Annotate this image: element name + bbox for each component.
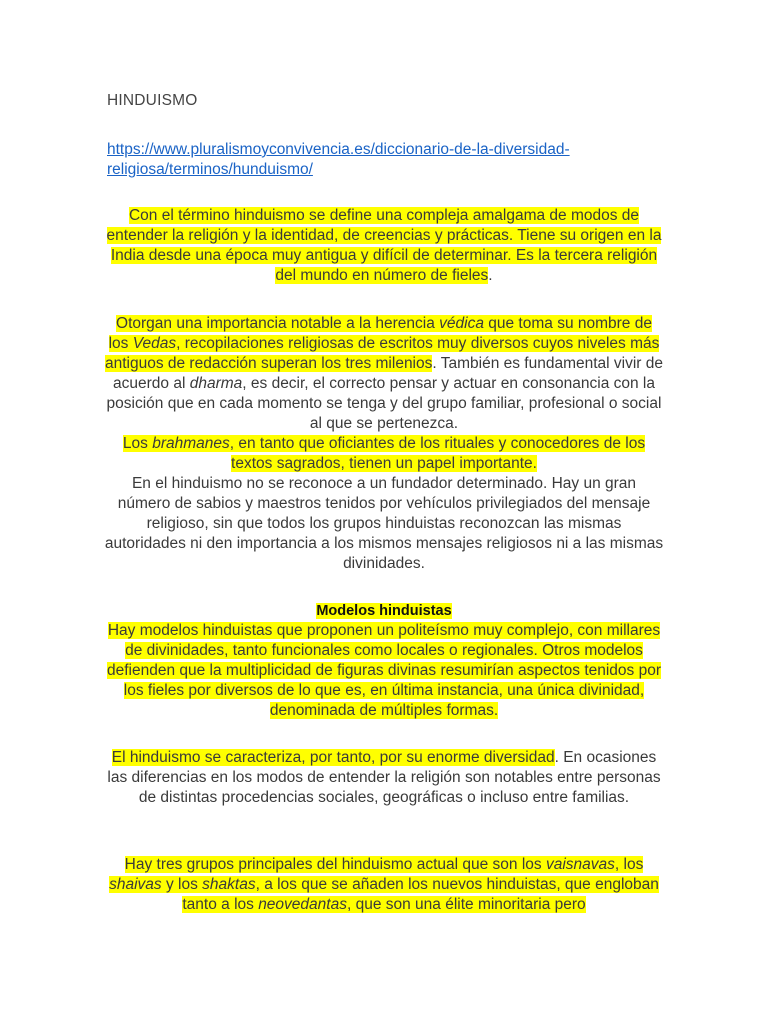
highlighted-text: Con el término hinduismo se define una compleja amalgama de modos de entender la religión y la identidad, de creencias y prácticas. Tiene su origen en la India desde una época muy antigua y difícil de determinar. Es la tercera religión del mundo en número de fieles (106, 207, 662, 284)
paragraph-diversidad (104, 748, 664, 808)
section-modelos (104, 601, 664, 721)
paragraph-vedas (104, 314, 664, 574)
paragraph-text: . (488, 267, 493, 284)
paragraph-text: En el hinduismo no se reconoce a un fundador determinado. Hay un gran número de sabios y maestros tenidos por vehículos privilegiados del mensaje religioso, sin que todos los grupos hinduistas reconozcan las mismas autoridades ni den importancia a los mismos mensajes religiosos ni a las mismas divinidades. (104, 475, 664, 572)
highlighted-text: Los brahmanes, en tanto que oficiantes de los rituales y conocedores de los textos sagrados, tienen un papel importante. (122, 435, 646, 472)
highlighted-text: Hay modelos hinduistas que proponen un politeísmo muy complejo, con millares de divinidades, tanto funcionales como locales o regionales. Otros modelos defienden que la multiplicidad de figuras divinas resumirían aspectos tenidos por los fieles por diversos de lo que es, en última instancia, una única divinidad, denominada de múltiples formas. (106, 622, 662, 719)
section-heading: Modelos hinduistas (316, 603, 452, 619)
highlighted-text: Otorgan una importancia notable a la herencia védica que toma su nombre de los Vedas, recopilaciones religiosas de escritos muy diversos cuyos niveles más antiguos de redacción superan los tres milenios (104, 315, 660, 372)
paragraph-grupos (104, 855, 664, 915)
source-link[interactable]: https://www.pluralismoyconvivencia.es/diccionario-de-la-diversidad-religiosa/terminos/hunduismo/ (107, 141, 570, 178)
paragraph-text: . También es fundamental vivir de acuerdo al dharma, es decir, el correcto pensar y actuar en consonancia con la posición que en cada momento se tenga y del grupo familiar, profesional o social al que se pertenezca. (106, 355, 664, 432)
document-title: HINDUISMO (107, 92, 198, 109)
paragraph-text: . En ocasiones las diferencias en los modos de entender la religión son notables entre personas de distintas procedencias sociales, geográficas o incluso entre familias. (107, 749, 661, 806)
paragraph-intro (104, 206, 664, 286)
highlighted-text: Hay tres grupos principales del hinduismo actual que son los vaisnavas, los shaivas y los shaktas, a los que se añaden los nuevos hinduistas, que engloban tanto a los neovedantas, que son una élite minoritaria pero (109, 856, 659, 913)
highlighted-text: El hinduismo se caracteriza, por tanto, por su enorme diversidad (111, 749, 555, 766)
